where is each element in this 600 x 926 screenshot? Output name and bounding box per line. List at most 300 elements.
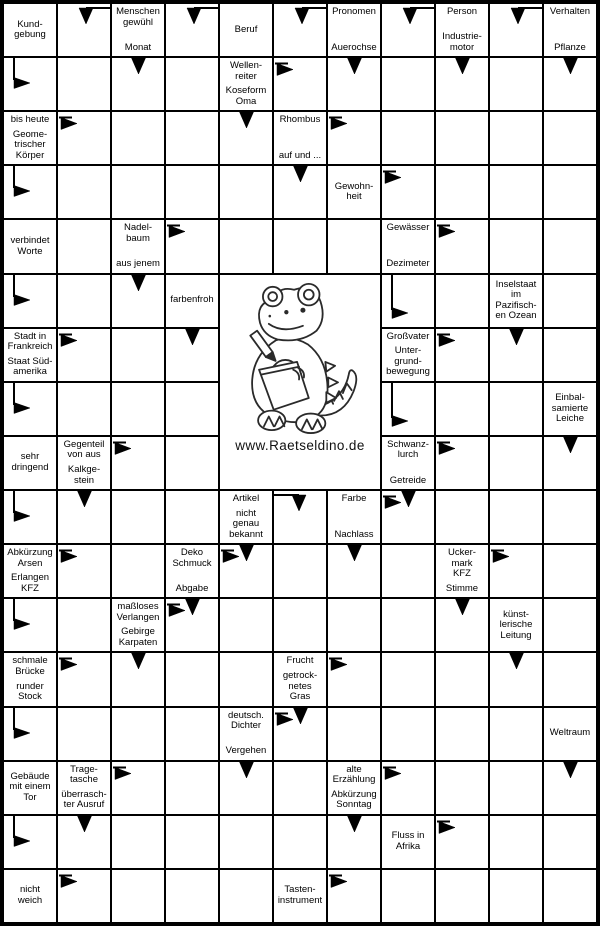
down-clue-above-arrow-icon (293, 166, 308, 183)
clue-text: netes (288, 680, 312, 692)
clue-text: Schmuck (172, 557, 212, 569)
clue-group (328, 182, 380, 203)
answer-cell[interactable] (273, 57, 327, 111)
answer-cell[interactable] (435, 165, 489, 219)
clue-cell (57, 436, 111, 490)
answer-cell[interactable] (219, 652, 273, 706)
answer-cell[interactable] (435, 57, 489, 111)
down-clue-right-arrow-icon (402, 6, 434, 25)
clue-group (544, 43, 596, 54)
clue-text: Getreide (389, 474, 427, 486)
across-clue-left-arrow-icon (167, 602, 187, 617)
answer-cell[interactable] (543, 490, 597, 544)
clue-group (4, 548, 56, 569)
across-clue-above-long-arrow-icon (387, 275, 411, 320)
clue-text: Frucht (286, 655, 314, 667)
answer-cell[interactable] (489, 111, 543, 165)
across-clue-left-arrow-icon (437, 819, 457, 834)
clue-group (4, 236, 56, 257)
answer-cell[interactable] (435, 761, 489, 815)
answer-cell[interactable] (543, 111, 597, 165)
answer-cell[interactable] (111, 544, 165, 598)
clue-group (544, 7, 596, 18)
answer-cell[interactable] (489, 165, 543, 219)
answer-cell[interactable] (165, 707, 219, 761)
answer-cell[interactable] (381, 274, 435, 328)
across-clue-left-arrow-icon (59, 332, 79, 347)
answer-cell[interactable] (111, 490, 165, 544)
answer-cell[interactable] (165, 382, 219, 436)
answer-cell[interactable] (165, 436, 219, 490)
clue-text: gebung (14, 29, 46, 41)
clue-group (4, 332, 56, 353)
answer-cell[interactable] (543, 652, 597, 706)
answer-cell[interactable] (219, 111, 273, 165)
answer-cell[interactable] (3, 490, 57, 544)
answer-cell[interactable] (165, 57, 219, 111)
clue-text: Einbal- (555, 392, 585, 404)
clue-text: heit (346, 191, 362, 203)
clue-text: Leitung (500, 629, 532, 641)
clue-cell (381, 436, 435, 490)
answer-cell[interactable] (273, 815, 327, 869)
answer-cell[interactable] (3, 815, 57, 869)
answer-cell[interactable] (381, 111, 435, 165)
answer-cell[interactable] (273, 544, 327, 598)
answer-cell[interactable] (543, 598, 597, 652)
answer-cell[interactable] (165, 328, 219, 382)
answer-cell[interactable] (57, 544, 111, 598)
answer-cell[interactable] (111, 869, 165, 923)
clue-text: Deko (180, 547, 204, 559)
answer-cell[interactable] (543, 815, 597, 869)
answer-cell[interactable] (381, 490, 435, 544)
across-clue-left-arrow-icon (329, 873, 349, 888)
answer-cell[interactable] (435, 219, 489, 273)
answer-cell[interactable] (435, 598, 489, 652)
answer-cell[interactable] (489, 328, 543, 382)
answer-cell[interactable] (327, 598, 381, 652)
answer-cell[interactable] (327, 869, 381, 923)
answer-cell[interactable] (3, 274, 57, 328)
answer-cell[interactable] (165, 652, 219, 706)
clue-group (4, 452, 56, 473)
clue-cell (3, 544, 57, 598)
answer-cell[interactable] (273, 490, 327, 544)
answer-cell[interactable] (435, 652, 489, 706)
clue-text: KFZ (21, 582, 39, 594)
clue-group (328, 530, 380, 541)
clue-text: Abkürzung (331, 788, 377, 800)
down-clue-above-arrow-icon (563, 437, 578, 454)
answer-cell[interactable] (435, 869, 489, 923)
answer-cell[interactable] (3, 707, 57, 761)
clue-text: Abkürzung (7, 547, 53, 559)
clue-group (58, 465, 110, 486)
clue-group (328, 765, 380, 786)
clue-group (112, 43, 164, 54)
clue-group (112, 627, 164, 648)
answer-cell[interactable] (165, 598, 219, 652)
answer-cell[interactable] (381, 652, 435, 706)
clue-cell (381, 328, 435, 382)
answer-cell[interactable] (165, 761, 219, 815)
answer-cell[interactable] (327, 815, 381, 869)
clue-group (4, 357, 56, 378)
answer-cell[interactable] (111, 815, 165, 869)
answer-cell[interactable] (489, 3, 543, 57)
clue-text: Kalkge- (67, 464, 101, 476)
clue-text: Dichter (230, 720, 262, 732)
answer-cell[interactable] (165, 219, 219, 273)
clue-text: weich (17, 894, 43, 906)
answer-cell[interactable] (111, 274, 165, 328)
clue-group (166, 548, 218, 569)
answer-cell[interactable] (489, 707, 543, 761)
clue-text: nicht (19, 884, 41, 896)
clue-cell (219, 57, 273, 111)
clue-group (382, 223, 434, 234)
down-clue-above-arrow-icon (401, 491, 416, 508)
clue-group (58, 790, 110, 811)
clue-group (274, 885, 326, 906)
clue-cell (273, 111, 327, 165)
across-clue-above-arrow-icon (9, 166, 33, 198)
answer-cell[interactable] (543, 165, 597, 219)
down-clue-right-arrow-icon (294, 6, 326, 25)
clue-text: Unter- (394, 345, 422, 357)
clue-text: nicht (235, 507, 257, 519)
clue-cell (111, 219, 165, 273)
clue-text: dringend (11, 461, 49, 473)
clue-cell (543, 707, 597, 761)
answer-cell[interactable] (111, 761, 165, 815)
across-clue-left-arrow-icon (59, 656, 79, 671)
across-clue-left-arrow-icon (383, 765, 403, 780)
answer-cell[interactable] (381, 165, 435, 219)
clue-cell (219, 3, 273, 57)
clue-text: mit einem (9, 781, 51, 793)
answer-cell[interactable] (165, 815, 219, 869)
clue-text: Menschen (116, 6, 160, 17)
dino-mascot-illustration (226, 280, 374, 436)
answer-cell[interactable] (435, 490, 489, 544)
clue-group (58, 765, 110, 786)
clue-cell (381, 815, 435, 869)
down-clue-above-arrow-icon (293, 708, 308, 725)
clue-text: lurch (397, 449, 419, 461)
down-clue-above-arrow-icon (239, 545, 254, 562)
answer-cell[interactable] (435, 815, 489, 869)
clue-text: Kund- (17, 18, 43, 30)
answer-cell[interactable] (543, 544, 597, 598)
clue-group (220, 86, 272, 107)
clue-group (4, 573, 56, 594)
answer-cell[interactable] (543, 869, 597, 923)
clue-group (328, 7, 380, 18)
clue-text: im (510, 289, 522, 301)
clue-text: Gegenteil (63, 438, 105, 450)
clue-cell (273, 652, 327, 706)
down-clue-above-arrow-icon (347, 816, 362, 833)
answer-cell[interactable] (381, 707, 435, 761)
answer-cell[interactable] (489, 815, 543, 869)
clue-text: Körper (15, 149, 45, 161)
answer-cell[interactable] (489, 57, 543, 111)
clue-group (220, 25, 272, 36)
answer-cell[interactable] (327, 57, 381, 111)
answer-cell[interactable] (57, 328, 111, 382)
answer-cell[interactable] (327, 111, 381, 165)
clue-group (382, 476, 434, 487)
clue-text: bewegung (386, 366, 430, 378)
answer-cell[interactable] (57, 57, 111, 111)
answer-cell[interactable] (435, 382, 489, 436)
across-clue-left-arrow-icon (221, 548, 241, 563)
clue-text: Gras (289, 691, 311, 703)
clue-group (490, 280, 542, 322)
clue-text: lerische (499, 619, 533, 631)
clue-text: künst- (503, 608, 529, 620)
answer-cell[interactable] (165, 111, 219, 165)
answer-cell[interactable] (57, 707, 111, 761)
answer-cell[interactable] (165, 490, 219, 544)
answer-cell[interactable] (219, 165, 273, 219)
answer-cell[interactable] (381, 57, 435, 111)
down-clue-right-arrow-icon (78, 6, 110, 25)
across-clue-left-arrow-icon (113, 440, 133, 455)
answer-cell[interactable] (273, 165, 327, 219)
answer-cell[interactable] (543, 219, 597, 273)
answer-cell[interactable] (57, 274, 111, 328)
answer-cell[interactable] (111, 382, 165, 436)
answer-cell[interactable] (435, 328, 489, 382)
clue-group (4, 130, 56, 162)
down-clue-above-arrow-icon (185, 599, 200, 616)
answer-cell[interactable] (3, 57, 57, 111)
answer-cell[interactable] (219, 598, 273, 652)
clue-text: Erlangen (10, 572, 50, 584)
down-clue-right-arrow-icon (186, 6, 218, 25)
clue-cell (381, 219, 435, 273)
clue-text: Geome- (12, 128, 48, 140)
answer-cell[interactable] (165, 165, 219, 219)
clue-group (220, 509, 272, 541)
across-clue-left-arrow-icon (437, 440, 457, 455)
answer-cell[interactable] (57, 3, 111, 57)
down-clue-above-arrow-icon (77, 491, 92, 508)
across-clue-above-arrow-icon (9, 708, 33, 740)
across-clue-left-arrow-icon (437, 223, 457, 238)
clue-text: Rhombus (279, 114, 321, 126)
answer-cell[interactable] (111, 436, 165, 490)
clue-group (220, 746, 272, 757)
answer-cell[interactable] (543, 328, 597, 382)
down-clue-above-arrow-icon (455, 599, 470, 616)
answer-cell[interactable] (327, 707, 381, 761)
answer-cell[interactable] (381, 382, 435, 436)
clue-cell (165, 274, 219, 328)
clue-cell (3, 436, 57, 490)
clue-cell (219, 490, 273, 544)
clue-group (544, 393, 596, 425)
clue-text: Pflanze (554, 41, 586, 53)
clue-cell (435, 3, 489, 57)
clue-group (436, 32, 488, 53)
answer-cell[interactable] (57, 815, 111, 869)
clue-text: Verlangen (116, 611, 160, 623)
answer-cell[interactable] (543, 436, 597, 490)
clue-text: Worte (17, 245, 43, 257)
down-clue-above-arrow-icon (131, 58, 146, 75)
answer-cell[interactable] (489, 544, 543, 598)
clue-cell (327, 3, 381, 57)
answer-cell[interactable] (219, 869, 273, 923)
answer-cell[interactable] (543, 274, 597, 328)
answer-cell[interactable] (57, 652, 111, 706)
across-clue-left-arrow-icon (275, 61, 295, 76)
clue-text: auf und ... (278, 149, 322, 161)
answer-cell[interactable] (273, 3, 327, 57)
down-clue-above-arrow-icon (563, 58, 578, 75)
clue-text: Koseform (225, 85, 267, 97)
clue-text: Gebirge (121, 626, 155, 638)
clue-text: Vergehen (225, 745, 267, 757)
clue-text: Gewohn- (334, 180, 374, 192)
answer-cell[interactable] (489, 652, 543, 706)
clue-group (58, 440, 110, 461)
answer-cell[interactable] (111, 707, 165, 761)
clue-text: getrock- (282, 670, 318, 682)
answer-cell[interactable] (381, 869, 435, 923)
answer-cell[interactable] (489, 869, 543, 923)
answer-cell[interactable] (57, 869, 111, 923)
answer-cell[interactable] (57, 490, 111, 544)
clue-text: Industrie- (442, 31, 482, 43)
answer-cell[interactable] (381, 544, 435, 598)
answer-cell[interactable] (489, 382, 543, 436)
answer-cell[interactable] (273, 219, 327, 273)
clue-text: Karpaten (118, 636, 158, 648)
answer-cell[interactable] (111, 57, 165, 111)
clue-group (274, 671, 326, 703)
clue-text: Pazifisch- (495, 299, 537, 311)
clue-group (220, 494, 272, 505)
clue-text: gewühl (122, 16, 154, 28)
answer-cell[interactable] (543, 57, 597, 111)
clue-group (274, 115, 326, 126)
clue-cell (489, 274, 543, 328)
down-clue-above-arrow-icon (509, 653, 524, 670)
answer-cell[interactable] (165, 3, 219, 57)
answer-cell[interactable] (165, 869, 219, 923)
clue-text: en Ozean (495, 310, 537, 322)
answer-cell[interactable] (57, 165, 111, 219)
clue-group (544, 728, 596, 739)
answer-cell[interactable] (381, 3, 435, 57)
answer-cell[interactable] (111, 328, 165, 382)
answer-cell[interactable] (327, 652, 381, 706)
answer-cell[interactable] (435, 436, 489, 490)
answer-cell[interactable] (489, 490, 543, 544)
clue-group (382, 831, 434, 852)
across-clue-above-arrow-icon (9, 491, 33, 523)
answer-cell[interactable] (543, 761, 597, 815)
down-clue-left-arrow-icon (274, 493, 307, 512)
answer-cell[interactable] (381, 598, 435, 652)
clue-text: Beruf (234, 23, 258, 35)
clue-group (4, 682, 56, 703)
answer-cell[interactable] (3, 598, 57, 652)
answer-cell[interactable] (327, 219, 381, 273)
across-clue-left-arrow-icon (329, 115, 349, 130)
clue-cell (327, 761, 381, 815)
answer-cell[interactable] (3, 165, 57, 219)
clue-text: Inselstaat (495, 278, 537, 290)
down-clue-above-arrow-icon (509, 329, 524, 346)
answer-cell[interactable] (219, 815, 273, 869)
clue-text: Wellen- (229, 60, 263, 72)
down-clue-right-arrow-icon (510, 6, 542, 25)
answer-cell[interactable] (111, 652, 165, 706)
down-clue-above-arrow-icon (455, 58, 470, 75)
answer-cell[interactable] (3, 382, 57, 436)
clue-text: Ucker- (448, 547, 476, 559)
clue-text: reiter (235, 70, 257, 82)
answer-cell[interactable] (219, 544, 273, 598)
clue-group (4, 115, 56, 126)
down-clue-above-arrow-icon (239, 762, 254, 779)
answer-cell[interactable] (57, 598, 111, 652)
answer-cell[interactable] (489, 219, 543, 273)
clue-group (382, 332, 434, 343)
down-clue-above-arrow-icon (77, 816, 92, 833)
answer-cell[interactable] (435, 111, 489, 165)
clue-cell (3, 869, 57, 923)
clue-cell (3, 652, 57, 706)
clue-group (436, 584, 488, 595)
answer-cell[interactable] (111, 111, 165, 165)
answer-cell[interactable] (219, 761, 273, 815)
answer-cell[interactable] (111, 165, 165, 219)
answer-cell[interactable] (273, 707, 327, 761)
answer-cell[interactable] (273, 761, 327, 815)
answer-cell[interactable] (327, 544, 381, 598)
answer-cell[interactable] (381, 761, 435, 815)
clue-cell (3, 3, 57, 57)
clue-cell (3, 761, 57, 815)
answer-cell[interactable] (219, 219, 273, 273)
answer-cell[interactable] (273, 598, 327, 652)
answer-cell[interactable] (435, 707, 489, 761)
answer-cell[interactable] (57, 111, 111, 165)
clue-text: aus jenem (116, 258, 160, 270)
clue-cell (543, 382, 597, 436)
answer-cell[interactable] (57, 382, 111, 436)
answer-cell[interactable] (489, 761, 543, 815)
clue-text: bekannt (229, 528, 263, 540)
clue-text: Frankreich (7, 341, 53, 353)
clue-text: trischer (14, 139, 46, 151)
clue-text: Gewässer (386, 222, 430, 234)
clue-text: Farbe (341, 493, 367, 505)
answer-cell[interactable] (489, 436, 543, 490)
answer-cell[interactable] (435, 274, 489, 328)
across-clue-left-arrow-icon (59, 115, 79, 130)
answer-cell[interactable] (57, 219, 111, 273)
down-clue-above-arrow-icon (347, 58, 362, 75)
clue-text: Leiche (556, 413, 584, 425)
